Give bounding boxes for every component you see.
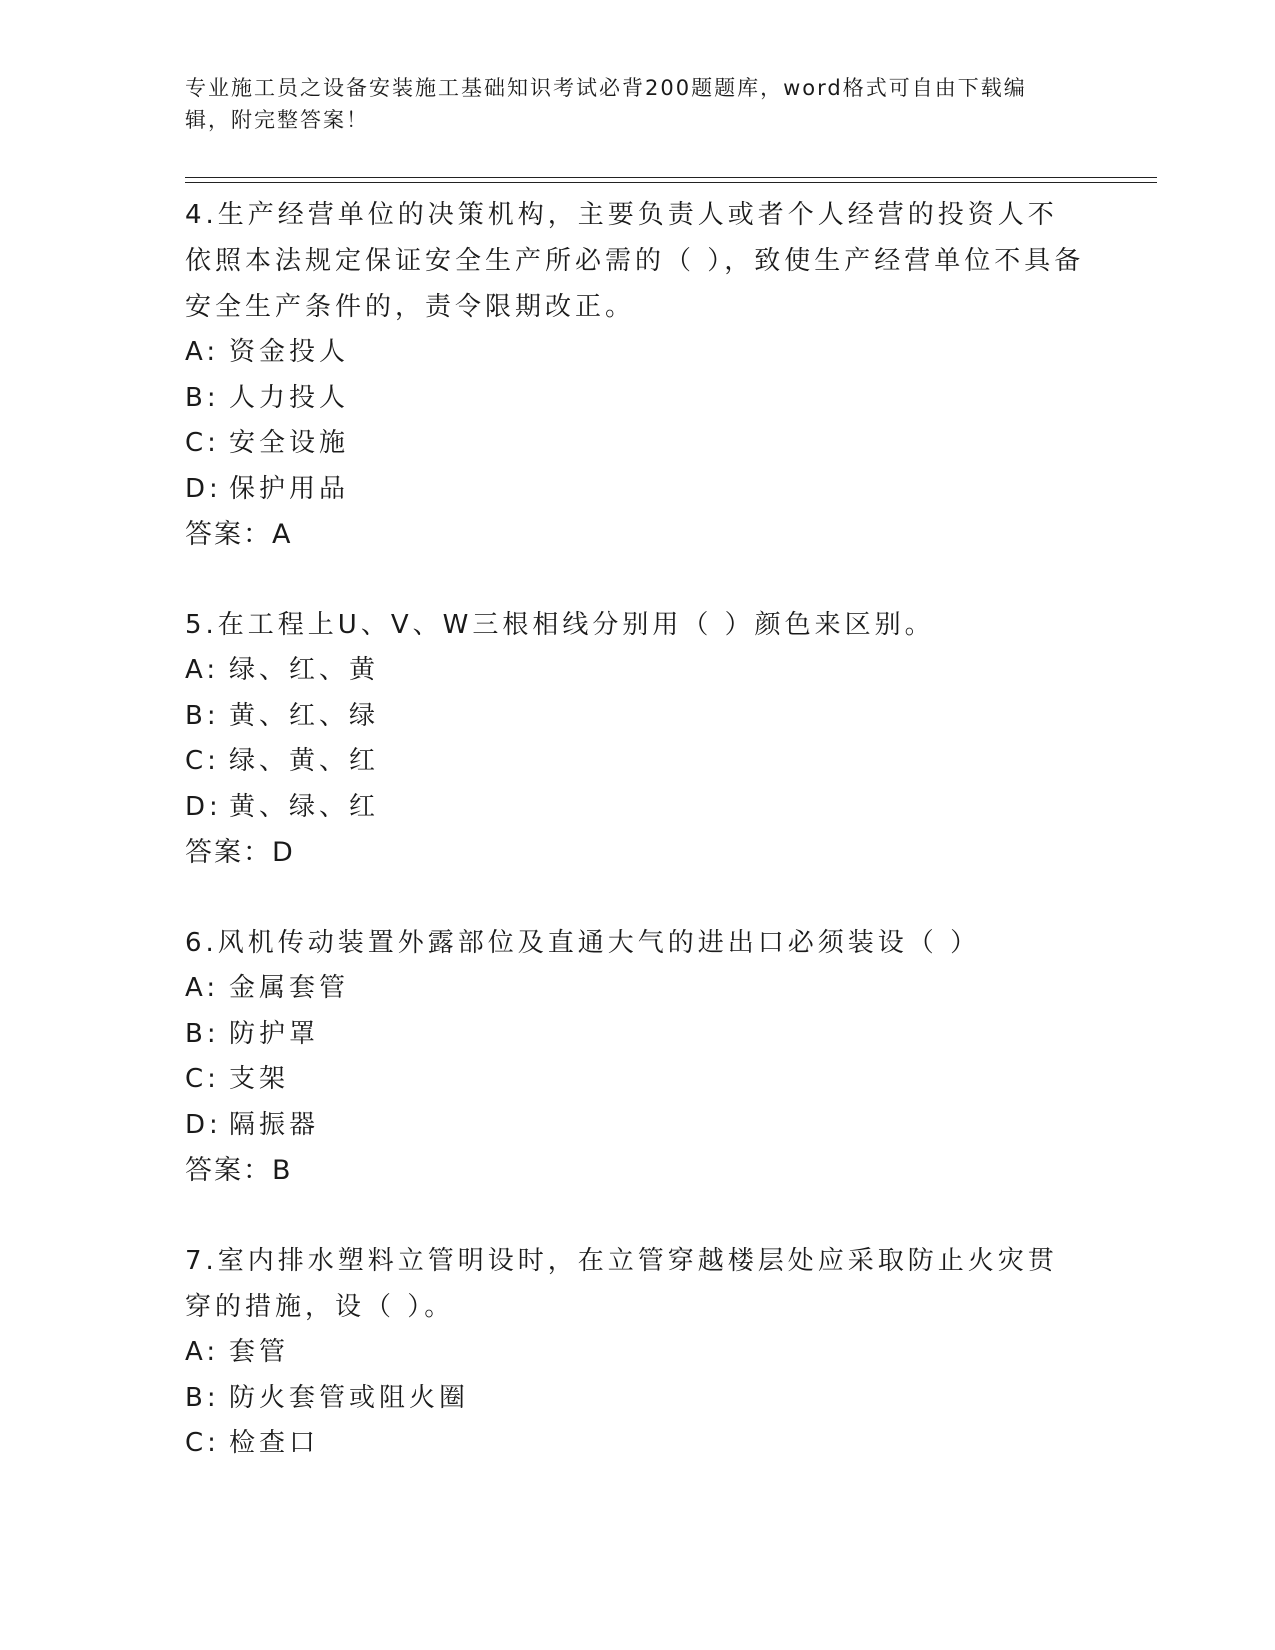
answer-line: 答案：D (185, 837, 295, 868)
option-d (185, 1103, 1085, 1149)
option-letter: A: (185, 1337, 220, 1367)
option-d (185, 785, 1085, 831)
header-divider-top (185, 177, 1157, 178)
option-b (185, 694, 1085, 740)
option-text: 绿、红、黄 (229, 655, 380, 685)
option-text: 防护罩 (229, 1018, 320, 1049)
question-4 (185, 192, 1085, 558)
option-b (185, 1376, 1085, 1422)
option-text: 保护用品 (229, 473, 350, 504)
option-text: 隔振器 (229, 1109, 320, 1140)
answer-line: 答案：B (185, 1155, 293, 1186)
question-list (185, 192, 1085, 1511)
option-letter: C: (185, 1428, 220, 1458)
option-letter: D: (185, 1109, 222, 1140)
option-text: 绿、黄、红 (229, 746, 380, 776)
option-letter: B: (185, 382, 220, 413)
question-5 (185, 602, 1085, 876)
header-divider-bottom (185, 182, 1157, 183)
answer-line: 答案：A (185, 519, 293, 550)
option-text: 防火套管或阻火圈 (229, 1382, 470, 1413)
option-a (185, 966, 1085, 1012)
option-text: 检查口 (229, 1428, 320, 1458)
option-letter: B: (185, 1382, 220, 1413)
option-text: 资金投人 (229, 337, 350, 367)
option-b (185, 376, 1085, 422)
question-text: 4.生产经营单位的决策机构，主要负责人或者个人经营的投资人不依照本法规定保证安全生产所必需的（ ），致使生产经营单位不具备安全生产条件的，责令限期改正。 (185, 200, 1085, 322)
option-letter: C: (185, 428, 220, 458)
option-c (185, 739, 1085, 785)
option-letter: D: (185, 791, 222, 822)
option-letter: D: (185, 473, 222, 504)
option-letter: B: (185, 1018, 220, 1049)
option-text: 套管 (229, 1337, 290, 1367)
option-letter: A: (185, 973, 220, 1003)
option-text: 黄、绿、红 (229, 791, 380, 822)
question-text: 6.风机传动装置外露部位及直通大气的进出口必须装设（ ） (185, 928, 981, 958)
option-letter: B: (185, 700, 220, 731)
option-letter: A: (185, 337, 220, 367)
option-text: 人力投人 (229, 382, 350, 413)
option-c (185, 421, 1085, 467)
option-text: 金属套管 (229, 973, 350, 1003)
option-a (185, 330, 1085, 376)
option-a (185, 648, 1085, 694)
option-text: 黄、红、绿 (229, 700, 380, 731)
option-letter: C: (185, 746, 220, 776)
question-6 (185, 920, 1085, 1194)
option-letter: C: (185, 1064, 220, 1094)
option-text: 支架 (229, 1064, 290, 1094)
document-header: 专业施工员之设备安装施工基础知识考试必背200题题库，word格式可自由下载编辑，附完整答案！ (185, 76, 1027, 132)
option-letter: A: (185, 655, 220, 685)
question-7 (185, 1238, 1085, 1467)
option-c (185, 1057, 1085, 1103)
option-c (185, 1421, 1085, 1467)
question-text: 5.在工程上U、V、W三根相线分别用（ ）颜色来区别。 (185, 610, 935, 640)
option-a (185, 1330, 1085, 1376)
option-text: 安全设施 (229, 428, 350, 458)
option-b (185, 1012, 1085, 1058)
option-d (185, 467, 1085, 513)
question-text: 7.室内排水塑料立管明设时，在立管穿越楼层处应采取防止火灾贯穿的措施，设（ ）。 (185, 1246, 1058, 1322)
